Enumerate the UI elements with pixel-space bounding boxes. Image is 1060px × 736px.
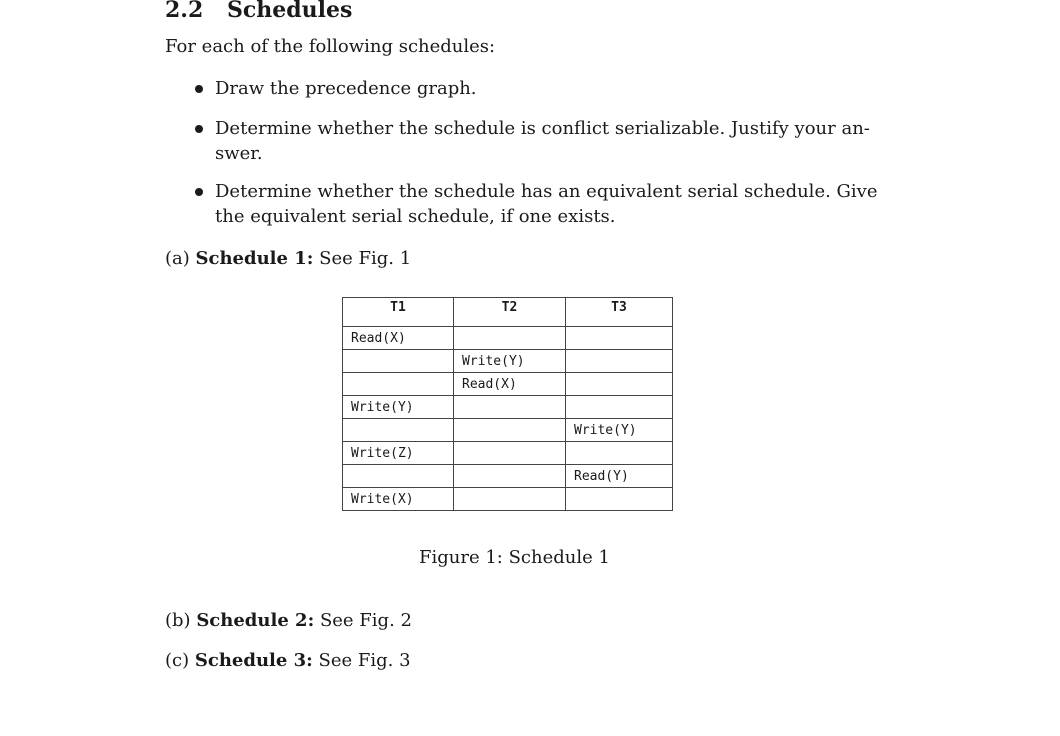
bullet-text: Determine whether the schedule is conflict serializable. Justify your an- [215,118,870,139]
table-cell [343,465,454,488]
bullet-text: the equivalent serial schedule, if one exists. [215,206,616,227]
schedule-table [342,297,673,511]
part-ref: See Fig. 2 [319,610,412,631]
part-ref: See Fig. 3 [318,650,411,671]
table-cell [454,396,566,419]
table-cell: Write(X) [343,488,454,511]
part-label: Schedule 3: [194,650,313,671]
column-header-t3: T3 [566,298,673,327]
table-cell [454,488,566,511]
table-cell [566,488,673,511]
table-row [343,350,673,373]
table-cell [343,373,454,396]
part-label: Schedule 1: [195,248,314,269]
table-cell [566,442,673,465]
section-heading [165,0,352,23]
table-cell [454,419,566,442]
table-cell [454,327,566,350]
table-cell: Write(Z) [343,442,454,465]
table-cell [566,327,673,350]
bullet-text: swer. [215,143,263,164]
part-prefix: (b) [165,610,191,631]
table-cell [343,350,454,373]
bullet-text: Determine whether the schedule has an equivalent serial schedule. Give [215,181,878,202]
part-prefix: (c) [165,650,190,671]
part-label: Schedule 2: [196,610,315,631]
table-cell: Write(Y) [454,350,566,373]
section-title: Schedules [227,0,353,23]
table-row [343,373,673,396]
table-row [343,488,673,511]
table-cell: Read(X) [343,327,454,350]
section-number: 2.2 [165,0,204,23]
part-prefix: (a) [165,248,190,269]
table-cell: Read(Y) [566,465,673,488]
figure-caption: Figure 1: Schedule 1 [419,547,610,568]
table-row [343,419,673,442]
part-c [165,650,411,671]
table-cell [454,465,566,488]
table-cell [454,442,566,465]
bullet-dot-icon [195,85,203,93]
table-row [343,396,673,419]
table-header-row [343,298,673,327]
table-cell [566,373,673,396]
part-a [165,248,411,269]
table-cell: Write(Y) [566,419,673,442]
table-row [343,327,673,350]
table-cell: Write(Y) [343,396,454,419]
table-row [343,465,673,488]
table-cell: Read(X) [454,373,566,396]
part-b [165,610,412,631]
bullet-dot-icon [195,125,203,133]
table-cell [566,350,673,373]
table-row [343,442,673,465]
bullet-dot-icon [195,188,203,196]
column-header-t1: T1 [343,298,454,327]
table-cell [566,396,673,419]
part-ref: See Fig. 1 [319,248,412,269]
bullet-text: Draw the precedence graph. [215,78,477,99]
table-cell [343,419,454,442]
intro-text: For each of the following schedules: [165,36,496,57]
column-header-t2: T2 [454,298,566,327]
